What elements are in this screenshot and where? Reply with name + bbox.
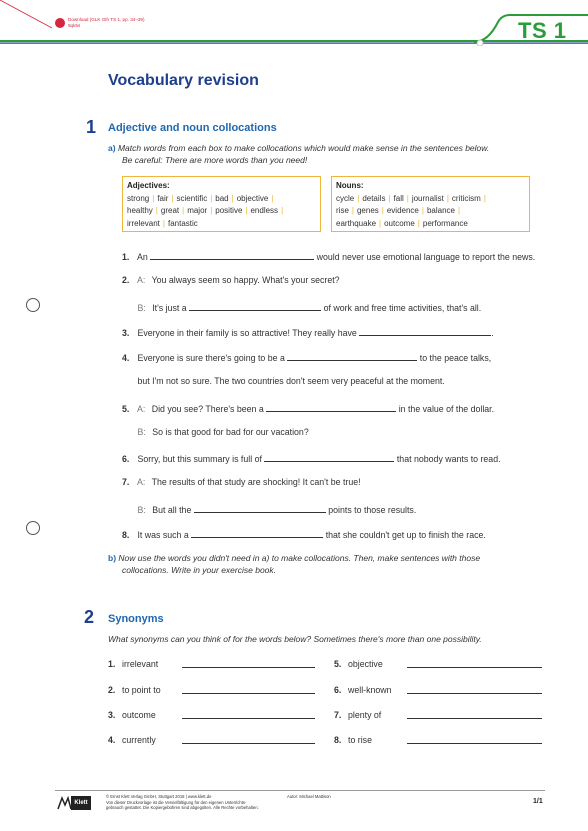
- instruction-line-1: Match words from each box to make collocations which would make sense in the sentences below.: [117, 143, 490, 153]
- word-option: major: [187, 206, 208, 215]
- footer-line-3: gebrauch gestattet. Die Kopiergebühren sind abgegolten. Alle Rechte vorbehalten.: [106, 805, 259, 810]
- synonym-item-4: [108, 735, 156, 745]
- sentence-4: [122, 351, 491, 363]
- synonym-answer-line[interactable]: [407, 667, 542, 668]
- word-separator: |: [152, 193, 155, 203]
- sentence-7b: [122, 503, 416, 515]
- word-separator: |: [162, 218, 165, 228]
- synonym-item-2: [108, 685, 161, 695]
- synonym-answer-line[interactable]: [182, 743, 315, 744]
- sentence-2a: [122, 275, 340, 285]
- synonym-answer-line[interactable]: [182, 718, 315, 719]
- speaker-label: A:: [136, 404, 146, 414]
- answer-blank[interactable]: [189, 301, 321, 311]
- word-option: healthy: [127, 206, 153, 215]
- synonym-item-1: [108, 659, 158, 669]
- sentence-text-before: Everyone is sure there's going to be a: [137, 353, 285, 363]
- word-separator: |: [446, 193, 449, 203]
- adjectives-list: [127, 193, 316, 231]
- synonym-item-5: [334, 659, 383, 669]
- word-option: cycle: [336, 193, 355, 203]
- sentence-text-after: that she couldn't get up to finish the race.: [325, 530, 486, 540]
- synonym-word: well-known: [348, 685, 392, 695]
- sentence-text-after: that nobody wants to read.: [396, 454, 501, 464]
- item-number: 8.: [334, 735, 342, 745]
- word-option: performance: [422, 218, 468, 228]
- word-separator: |: [379, 218, 382, 228]
- instruction-line-2: Be careful: There are more words than you need!: [122, 155, 308, 165]
- synonym-answer-line[interactable]: [182, 693, 315, 694]
- sentence-1: [122, 250, 535, 262]
- sentence-text-before: An: [136, 252, 148, 262]
- sentence-text-after: would never use emotional language to report the news.: [316, 252, 536, 262]
- sentence-3: [122, 326, 494, 338]
- download-line-2: 9qk5s: [68, 23, 81, 28]
- synonym-answer-line[interactable]: [407, 693, 542, 694]
- speaker-label: B:: [137, 303, 146, 313]
- word-separator: |: [271, 193, 274, 203]
- item-number: 2.: [122, 275, 130, 285]
- word-separator: |: [182, 206, 185, 215]
- word-option: outcome: [384, 218, 415, 228]
- punch-hole-top: [26, 298, 40, 312]
- sentence-text-before: It was such a: [137, 530, 189, 540]
- word-option: irrelevant: [127, 218, 160, 228]
- answer-blank[interactable]: [194, 503, 326, 513]
- sentence-4-continued: [122, 376, 445, 386]
- answer-blank[interactable]: [266, 402, 396, 412]
- synonym-word: to point to: [122, 685, 161, 695]
- exercise-2-number: 2: [84, 607, 95, 627]
- nouns-box: [331, 176, 530, 232]
- word-option: strong: [127, 193, 150, 203]
- instruction-line-1: Now use the words you didn't need in a) to make collocations. Then, make sentences with those: [118, 553, 481, 563]
- word-option: earthquake: [336, 218, 377, 228]
- sentence-text-after: to the peace talks,: [419, 353, 492, 363]
- sentence-text: The results of that study are shocking! It can't be true!: [151, 477, 361, 487]
- answer-blank[interactable]: [191, 528, 323, 538]
- word-option: objective: [236, 193, 269, 203]
- sentence-text: You always seem so happy. What's your secret?: [151, 275, 340, 285]
- exercise-1-number: 1: [86, 117, 97, 137]
- part-a-label: a): [108, 143, 116, 153]
- word-separator: |: [417, 218, 420, 228]
- word-option: endless: [250, 206, 279, 215]
- word-separator: |: [245, 206, 248, 215]
- sentence-text-before: Sorry, but this summary is full of: [137, 454, 262, 464]
- word-separator: |: [231, 193, 234, 203]
- item-number: 1.: [122, 252, 130, 262]
- sentence-text-before: Did you see? There's been a: [151, 404, 264, 414]
- footer-line-2: Von dieser Druckvorlage ist die Vervielfältigung für den eigenen Unterrichts-: [106, 799, 247, 805]
- word-option: fair: [157, 193, 169, 203]
- instruction-line-2: collocations. Write in your exercise book.: [122, 565, 277, 575]
- word-option: positive: [215, 206, 243, 215]
- word-option: details: [362, 193, 386, 203]
- speaker-label: B:: [137, 427, 146, 437]
- word-option: criticism: [451, 193, 481, 203]
- word-separator: |: [406, 193, 409, 203]
- page-number: 1/1: [533, 798, 543, 805]
- item-number: 8.: [122, 530, 130, 540]
- item-number: 1.: [108, 659, 116, 669]
- synonym-item-7: [334, 710, 381, 720]
- nouns-list: [336, 193, 525, 231]
- sentence-text-before: But all the: [152, 505, 192, 515]
- page-title: Vocabulary revision: [108, 72, 259, 89]
- item-number: 6.: [122, 454, 130, 464]
- synonym-answer-line[interactable]: [182, 667, 315, 668]
- sentence-text: So is that good for bad for our vacation?: [152, 427, 309, 437]
- adjectives-box: [122, 176, 321, 232]
- synonym-word: irrelevant: [122, 659, 159, 669]
- item-number: 2.: [108, 685, 116, 695]
- item-number: 6.: [334, 685, 342, 695]
- word-option: evidence: [386, 206, 419, 215]
- synonym-answer-line[interactable]: [407, 718, 542, 719]
- speaker-label: B:: [137, 505, 146, 515]
- exercise-1a-instruction: [108, 142, 489, 166]
- answer-blank[interactable]: [287, 351, 417, 361]
- synonym-word: objective: [348, 659, 383, 669]
- sentence-8: [122, 528, 486, 540]
- synonym-item-8: [334, 735, 372, 745]
- sentence-text: but I'm not so sure. The two countries don't seem very peaceful at the moment.: [137, 376, 445, 386]
- word-separator: |: [281, 206, 284, 215]
- synonym-word: plenty of: [348, 710, 382, 720]
- word-option: genes: [356, 206, 379, 215]
- word-separator: |: [357, 193, 360, 203]
- sentence-5a: [122, 402, 494, 414]
- exercise-2-title: Synonyms: [108, 613, 164, 625]
- word-separator: |: [381, 206, 384, 215]
- sentence-5b: [122, 427, 309, 437]
- synonym-word: currently: [122, 735, 156, 745]
- item-number: 5.: [334, 659, 342, 669]
- answer-blank[interactable]: [359, 326, 494, 338]
- word-option: journalist: [411, 193, 444, 203]
- punch-hole-bottom: [26, 521, 40, 535]
- word-option: fall: [393, 193, 404, 203]
- item-number: 4.: [122, 353, 130, 363]
- word-separator: |: [351, 206, 354, 215]
- item-number: 7.: [334, 710, 342, 720]
- part-b-label: b): [108, 553, 117, 563]
- word-option: bad: [215, 193, 229, 203]
- word-option: great: [160, 206, 180, 215]
- sentence-2b: [122, 301, 481, 313]
- nouns-heading: Nouns:: [336, 181, 364, 190]
- sentence-7a: [122, 477, 361, 487]
- synonym-item-3: [108, 710, 156, 720]
- item-number: 4.: [108, 735, 116, 745]
- synonym-word: outcome: [122, 710, 156, 720]
- word-option: fantastic: [167, 218, 198, 228]
- ts-label: TS 1: [518, 18, 567, 43]
- word-separator: |: [155, 206, 158, 215]
- word-separator: |: [388, 193, 391, 203]
- answer-blank[interactable]: [150, 250, 314, 260]
- item-number: 5.: [122, 404, 130, 414]
- word-separator: |: [483, 193, 486, 203]
- speaker-label: A:: [136, 275, 146, 285]
- exercise-1-title: Adjective and noun collocations: [108, 122, 277, 134]
- footer-copyright: [106, 794, 259, 811]
- synonym-word: to rise: [348, 735, 372, 745]
- exercise-2-instruction: What synonyms can you think of for the words below? Sometimes there's more than one possibility.: [108, 634, 482, 644]
- item-number: 3.: [108, 710, 116, 720]
- download-globe-icon[interactable]: [55, 18, 65, 28]
- answer-blank[interactable]: [264, 452, 394, 462]
- sentence-text-before: It's just a: [152, 303, 187, 313]
- corner-decoration: [0, 0, 60, 30]
- word-separator: |: [210, 193, 213, 203]
- item-number: 7.: [122, 477, 130, 487]
- download-line-1: Download (GLK Gth TS 1, pp. 34–39): [68, 17, 145, 22]
- word-option: rise: [336, 206, 349, 215]
- word-separator: |: [457, 206, 461, 215]
- sentence-6: [122, 452, 501, 464]
- sentence-text-after: points to those results.: [328, 505, 417, 515]
- word-option: balance: [426, 206, 455, 215]
- synonym-item-6: [334, 685, 392, 695]
- speaker-label: A:: [136, 477, 146, 487]
- item-number: 3.: [122, 328, 130, 338]
- sentence-text-before: Everyone in their family is so attractive! They really have: [137, 328, 357, 338]
- synonym-answer-line[interactable]: [407, 743, 542, 744]
- klett-logo-text: Klett: [71, 796, 91, 810]
- sentence-text-after: in the value of the dollar.: [398, 404, 495, 414]
- sentence-text-after: of work and free time activities, that's all.: [323, 303, 482, 313]
- footer-line-1: © Ernst Klett Verlag GmbH, Stuttgart 2018 | www.klett.de: [106, 794, 212, 799]
- sentence-text-after: .: [491, 328, 494, 338]
- footer-author: Autor: Michael Mattison: [287, 794, 331, 799]
- word-option: scientific: [176, 193, 208, 203]
- footer-rule: [55, 790, 545, 791]
- exercise-1b-instruction: [108, 552, 480, 576]
- word-separator: |: [421, 206, 424, 215]
- adjectives-heading: Adjectives:: [127, 181, 170, 190]
- word-separator: |: [171, 193, 174, 203]
- word-separator: |: [210, 206, 213, 215]
- download-reference[interactable]: [68, 17, 188, 29]
